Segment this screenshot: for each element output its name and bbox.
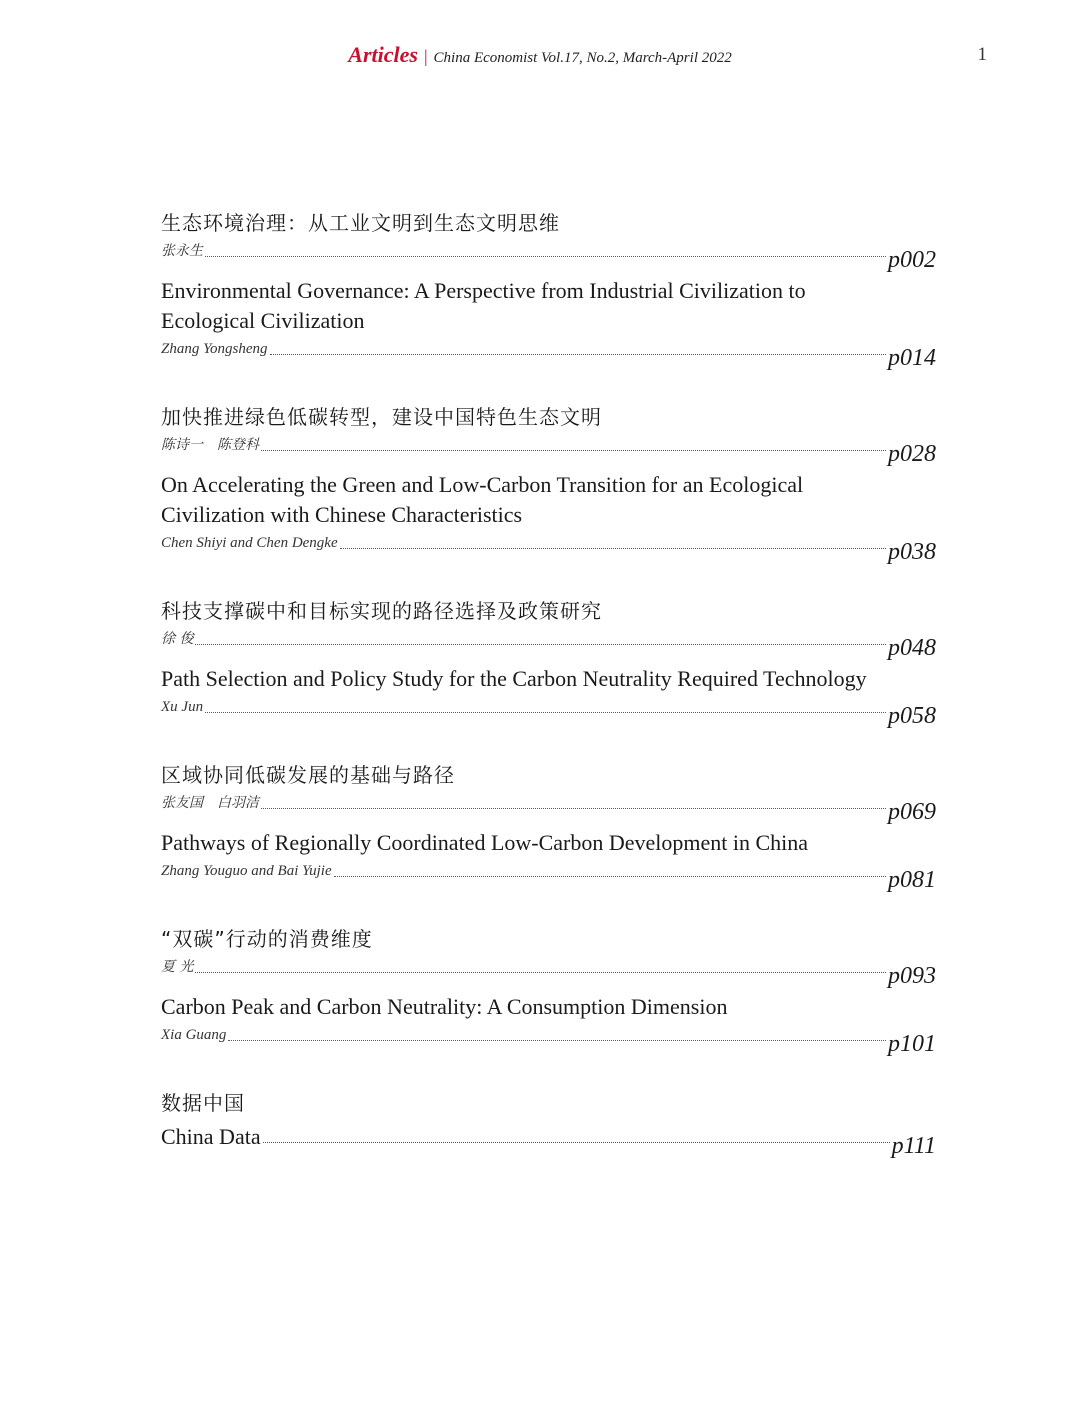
page-ref[interactable]: p069 [888,799,936,825]
cn-article-title[interactable]: “双碳”行动的消费维度 [161,927,373,951]
section-label: Articles [348,42,418,67]
en-author-line [161,530,936,565]
china-data-line [161,1122,936,1159]
toc-entry [161,760,936,893]
dot-leader [261,449,886,451]
cn-article-title[interactable]: 科技支撑碳中和目标实现的路径选择及政策研究 [161,599,602,623]
dot-leader [228,1039,886,1041]
toc-entry [161,208,936,371]
dot-leader [195,971,886,973]
cn-author: 陈诗一 陈登科 [161,437,259,453]
dot-leader [340,547,886,549]
en-article-title[interactable]: Path Selection and Policy Study for the Carbon Neutrality Required Technology [161,666,867,691]
toc-entry [161,924,936,1057]
page-ref[interactable]: p058 [888,703,936,729]
journal-citation: China Economist Vol.17, No.2, March-April 2022 [433,50,732,66]
page-ref[interactable]: p093 [888,963,936,989]
dot-leader [263,1141,890,1143]
dot-leader [205,255,886,257]
en-author: Zhang Yongsheng [161,341,268,357]
dot-leader [195,643,886,645]
en-author: Zhang Youguo and Bai Yujie [161,863,332,879]
en-author-line [161,1022,936,1057]
en-article-title[interactable]: Environmental Governance: A Perspective from Industrial Civilization to Ecological Civilization [161,278,806,333]
en-section-title[interactable]: China Data [161,1124,261,1149]
dot-leader [270,353,886,355]
cn-author-line [161,790,936,825]
cn-article-title[interactable]: 加快推进绿色低碳转型，建设中国特色生态文明 [161,405,602,429]
page-ref[interactable]: p014 [888,345,936,371]
page-ref[interactable]: p101 [888,1031,936,1057]
cn-author-line [161,954,936,989]
toc-entry [161,402,936,565]
running-header [0,42,1080,68]
en-author-line [161,694,936,729]
toc-entry-china-data [161,1088,936,1159]
en-author: Chen Shiyi and Chen Dengke [161,535,338,551]
cn-author-line [161,626,936,661]
en-article-title[interactable]: On Accelerating the Green and Low-Carbon Transition for an Ecological Civilization with Chinese Characteristics [161,472,804,527]
cn-article-title[interactable]: 生态环境治理：从工业文明到生态文明思维 [161,211,560,235]
cn-article-title[interactable]: 区域协同低碳发展的基础与路径 [161,763,455,787]
dot-leader [261,807,886,809]
header-separator: | [423,46,428,66]
page-ref[interactable]: p048 [888,635,936,661]
en-author-line [161,336,936,371]
page-ref[interactable]: p038 [888,539,936,565]
en-author-line [161,858,936,893]
toc-entry [161,596,936,729]
table-of-contents [161,208,936,1159]
cn-author: 张友国 白羽洁 [161,795,259,811]
dot-leader [205,711,886,713]
en-author: Xu Jun [161,699,204,715]
dot-leader [334,875,886,877]
page-ref[interactable]: p111 [891,1133,936,1159]
cn-author: 徐 俊 [161,631,194,647]
cn-author-line [161,432,936,467]
en-article-title[interactable]: Pathways of Regionally Coordinated Low-Carbon Development in China [161,830,809,855]
cn-author-line [161,238,936,273]
en-author: Xia Guang [161,1027,227,1043]
page-number: 1 [977,44,987,65]
page-ref[interactable]: p002 [888,247,936,273]
page-ref[interactable]: p028 [888,441,936,467]
cn-author: 张永生 [161,243,203,259]
en-article-title[interactable]: Carbon Peak and Carbon Neutrality: A Consumption Dimension [161,994,728,1019]
cn-section-title[interactable]: 数据中国 [161,1091,245,1115]
cn-author: 夏 光 [161,959,194,975]
page-ref[interactable]: p081 [888,867,936,893]
